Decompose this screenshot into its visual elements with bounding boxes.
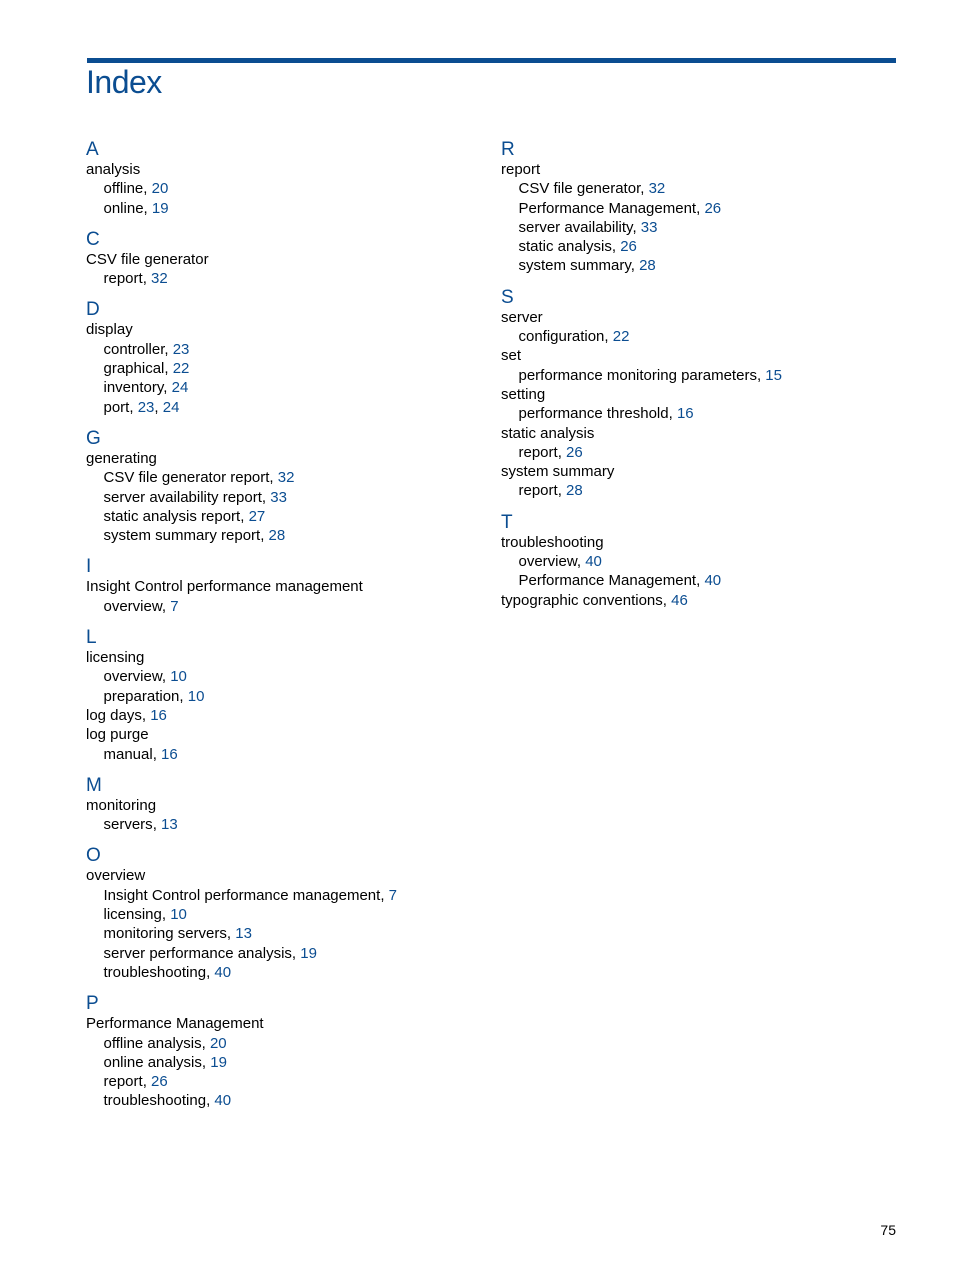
index-subentry [86, 468, 481, 487]
entry-term: overview [103, 668, 162, 686]
entry-term: offline analysis [103, 1034, 202, 1052]
index-subentry [86, 815, 481, 834]
index-subentry [86, 667, 481, 686]
separator: , [576, 553, 586, 571]
separator: , [291, 944, 301, 962]
index-subentry [86, 1034, 481, 1053]
entry-term: system summary report [103, 527, 261, 545]
entry-term: preparation [103, 687, 180, 705]
index-subentry [86, 507, 481, 526]
entry-term: log days [86, 706, 142, 724]
index-subentry [86, 1053, 481, 1072]
entry-term: server availability [518, 218, 633, 236]
page-link[interactable]: 26 [151, 1073, 168, 1091]
index-entry [86, 796, 481, 815]
index-entry [86, 160, 481, 179]
page-link[interactable]: 22 [612, 328, 630, 346]
page-link[interactable]: 28 [639, 257, 656, 275]
entry-term: Insight Control performance management [103, 886, 381, 904]
entry-term: manual [103, 745, 153, 763]
entry-term: licensing [103, 906, 162, 924]
entry-term: overview [103, 597, 162, 615]
entry-term: controller [103, 340, 165, 358]
section-letter: P [86, 993, 99, 1015]
page-link[interactable]: 19 [300, 944, 317, 962]
index-column-left [86, 139, 481, 1122]
section-letter: I [86, 556, 92, 578]
entry-term: report [103, 1073, 143, 1091]
index-section-d [86, 299, 481, 416]
separator: , [143, 180, 152, 198]
separator: , [201, 1053, 211, 1071]
entry-term: port [103, 398, 130, 416]
page-link[interactable]: 10 [170, 668, 187, 686]
entry-term: report [103, 270, 143, 288]
entry-term: typographic conventions [501, 591, 663, 609]
page-link[interactable]: 10 [187, 687, 205, 705]
page-number: 75 [880, 1222, 896, 1238]
index-subentry [86, 526, 481, 545]
index-entry [501, 424, 896, 443]
index-subentry [501, 327, 896, 346]
separator: , [141, 706, 151, 724]
entry-term: Performance Management [518, 199, 697, 217]
index-subentry [86, 378, 481, 397]
entry-term: overview [86, 867, 146, 885]
page-link[interactable]: 16 [150, 706, 167, 724]
page-link[interactable]: 33 [640, 218, 658, 236]
separator: , [640, 180, 649, 198]
separator: , [129, 398, 138, 416]
entry-term: log purge [86, 726, 149, 744]
separator: , [611, 238, 621, 256]
index-entry [501, 308, 896, 327]
separator: , [261, 488, 271, 506]
separator: , [240, 507, 249, 525]
entry-term: troubleshooting [103, 963, 207, 981]
page-link[interactable]: 33 [270, 488, 287, 506]
index-subentry [86, 269, 481, 288]
page-link[interactable]: 23 [172, 340, 190, 358]
separator: , [696, 199, 705, 217]
page-link[interactable]: 16 [676, 405, 694, 423]
separator: , [164, 360, 173, 378]
page-link[interactable]: 26 [620, 238, 637, 256]
entry-term: performance threshold [518, 405, 669, 423]
index-entry [86, 320, 481, 339]
index-subentry [86, 340, 481, 359]
entry-term: generating [86, 449, 157, 467]
page-link[interactable]: 10 [170, 906, 187, 924]
index-subentry [86, 1072, 481, 1091]
entry-term: CSV file generator [86, 250, 209, 268]
index-entry [501, 160, 896, 179]
entry-term: servers [103, 816, 153, 834]
page-link[interactable]: 40 [704, 572, 722, 590]
section-letter: A [86, 139, 99, 160]
index-section-c [86, 229, 481, 289]
entry-term: system summary [501, 463, 615, 481]
separator: , [557, 443, 567, 461]
index-subentry [501, 571, 896, 590]
entry-term: troubleshooting [501, 533, 604, 551]
page-link[interactable]: 15 [765, 366, 782, 384]
index-entry [501, 346, 896, 365]
separator: , [756, 366, 766, 384]
page-link[interactable]: 26 [566, 443, 583, 461]
section-letter: M [86, 774, 102, 796]
index-subentry [501, 443, 896, 462]
separator: , [201, 1034, 210, 1052]
entry-term: static analysis [518, 238, 612, 256]
section-letter: R [501, 139, 515, 160]
separator: , [380, 886, 389, 904]
separator: , [269, 469, 278, 487]
separator: , [696, 572, 705, 590]
entry-term: system summary [518, 257, 631, 275]
section-letter: L [86, 627, 97, 649]
index-subentry [86, 1091, 481, 1110]
page-link[interactable]: 32 [648, 180, 666, 198]
entry-term: performance monitoring parameters [518, 366, 757, 384]
separator: , [604, 328, 613, 346]
separator: , [143, 199, 152, 217]
page-link[interactable]: 24 [162, 398, 180, 416]
index-subentry [501, 218, 896, 237]
separator: , [179, 687, 188, 705]
page-link[interactable]: 32 [151, 270, 168, 288]
entry-term: monitoring [86, 796, 157, 814]
index-entry [86, 577, 481, 596]
entry-term: setting [501, 385, 546, 403]
page-link[interactable]: 40 [214, 1092, 232, 1110]
separator: , [163, 379, 172, 397]
index-subentry [86, 179, 481, 198]
separator: , [142, 1073, 152, 1091]
page-link[interactable]: 16 [161, 745, 178, 763]
page-link[interactable]: 23 [137, 398, 155, 416]
index-entry [86, 866, 481, 885]
index-subentry [501, 256, 896, 275]
entry-term: analysis [86, 161, 141, 178]
index-subentry [501, 366, 896, 385]
separator: , [152, 816, 162, 834]
index-subentry [86, 687, 481, 706]
entry-term: set [501, 347, 522, 365]
index-entry [86, 1014, 481, 1033]
section-letter: D [86, 299, 100, 321]
page-link[interactable]: 7 [170, 597, 179, 615]
index-column-right [501, 139, 896, 621]
page-link[interactable]: 28 [566, 482, 583, 500]
separator: , [164, 340, 173, 358]
index-subentry [501, 179, 896, 198]
index-section-i [86, 556, 481, 616]
entry-term: Performance Management [518, 572, 697, 590]
page-link[interactable]: 46 [671, 591, 688, 609]
separator: , [152, 745, 162, 763]
index-subentry [86, 886, 481, 905]
index-subentry [86, 924, 481, 943]
separator: , [161, 597, 171, 615]
page-link[interactable]: 32 [277, 469, 295, 487]
index-subentry [501, 481, 896, 500]
index-subentry [86, 488, 481, 507]
separator: , [632, 218, 641, 236]
entry-term: display [86, 321, 133, 339]
separator: , [206, 1092, 215, 1110]
separator: , [206, 963, 215, 981]
index-subentry [501, 237, 896, 256]
index-section-o [86, 845, 481, 982]
section-letter: C [86, 228, 100, 250]
index-section-g [86, 428, 481, 545]
page-link[interactable]: 13 [235, 925, 252, 943]
separator: , [260, 527, 269, 545]
section-letter: S [501, 286, 514, 308]
index-subentry [86, 597, 481, 616]
separator: , [154, 398, 163, 416]
index-section-t [501, 512, 896, 610]
separator: , [226, 925, 236, 943]
entry-term: Performance Management [86, 1015, 264, 1033]
index-subentry [501, 552, 896, 571]
index-entry [86, 648, 481, 667]
entry-term: report [518, 443, 558, 461]
entry-term: CSV file generator [518, 180, 641, 198]
page-link[interactable]: 22 [172, 360, 190, 378]
index-subentry [501, 404, 896, 423]
index-section-r [501, 139, 896, 276]
separator: , [161, 906, 171, 924]
index-subentry [86, 745, 481, 764]
index-entry [501, 385, 896, 404]
section-letter: O [86, 845, 101, 867]
separator: , [161, 668, 171, 686]
index-entry [86, 250, 481, 269]
entry-term: Insight Control performance management [86, 578, 363, 596]
entry-term: server availability report [103, 488, 262, 506]
index-section-p [86, 993, 481, 1110]
index-entry [86, 725, 481, 744]
section-letter: G [86, 427, 101, 449]
index-section-s [501, 287, 896, 501]
index-entry [86, 449, 481, 468]
index-subentry [86, 963, 481, 982]
index-subentry [86, 944, 481, 963]
entry-term: graphical [103, 360, 165, 378]
page-link[interactable]: 13 [161, 816, 178, 834]
entry-term: troubleshooting [103, 1092, 207, 1110]
page-link[interactable]: 20 [209, 1034, 227, 1052]
index-subentry [86, 199, 481, 218]
page-link[interactable]: 7 [388, 886, 397, 904]
page-link[interactable]: 19 [210, 1053, 227, 1071]
entry-term: monitoring servers [103, 925, 227, 943]
page-link[interactable]: 27 [248, 507, 266, 525]
entry-term: online [103, 199, 144, 217]
entry-term: static analysis report [103, 507, 241, 525]
page-link[interactable]: 28 [268, 527, 286, 545]
index-subentry [501, 199, 896, 218]
index-entry [86, 706, 481, 725]
page-link[interactable]: 20 [151, 180, 169, 198]
index-entry [501, 591, 896, 610]
separator: , [557, 482, 567, 500]
index-subentry [86, 359, 481, 378]
entry-term: licensing [86, 649, 145, 667]
entry-term: online analysis [103, 1053, 202, 1071]
entry-term: configuration [518, 328, 605, 346]
index-section-l [86, 627, 481, 764]
page-link[interactable]: 24 [171, 379, 189, 397]
page-link[interactable]: 19 [151, 199, 169, 217]
index-section-a [86, 139, 481, 218]
page-link[interactable]: 26 [704, 199, 722, 217]
index-entry [501, 462, 896, 481]
page-link[interactable]: 40 [585, 553, 602, 571]
index-subentry [86, 905, 481, 924]
entry-term: server [501, 308, 543, 326]
top-rule [87, 58, 896, 63]
separator: , [142, 270, 152, 288]
separator: , [630, 257, 640, 275]
separator: , [668, 405, 677, 423]
entry-term: static analysis [501, 424, 595, 442]
entry-term: report [518, 482, 558, 500]
entry-term: overview [518, 553, 577, 571]
section-letter: T [501, 511, 513, 533]
entry-term: CSV file generator report [103, 469, 270, 487]
index-entry [501, 533, 896, 552]
separator: , [662, 591, 672, 609]
entry-term: report [501, 161, 541, 178]
page-link[interactable]: 40 [214, 963, 232, 981]
entry-term: inventory [103, 379, 164, 397]
entry-term: offline [103, 180, 144, 198]
page-title: Index [86, 64, 162, 100]
entry-term: server performance analysis [103, 944, 292, 962]
index-section-m [86, 775, 481, 835]
index-subentry [86, 398, 481, 417]
